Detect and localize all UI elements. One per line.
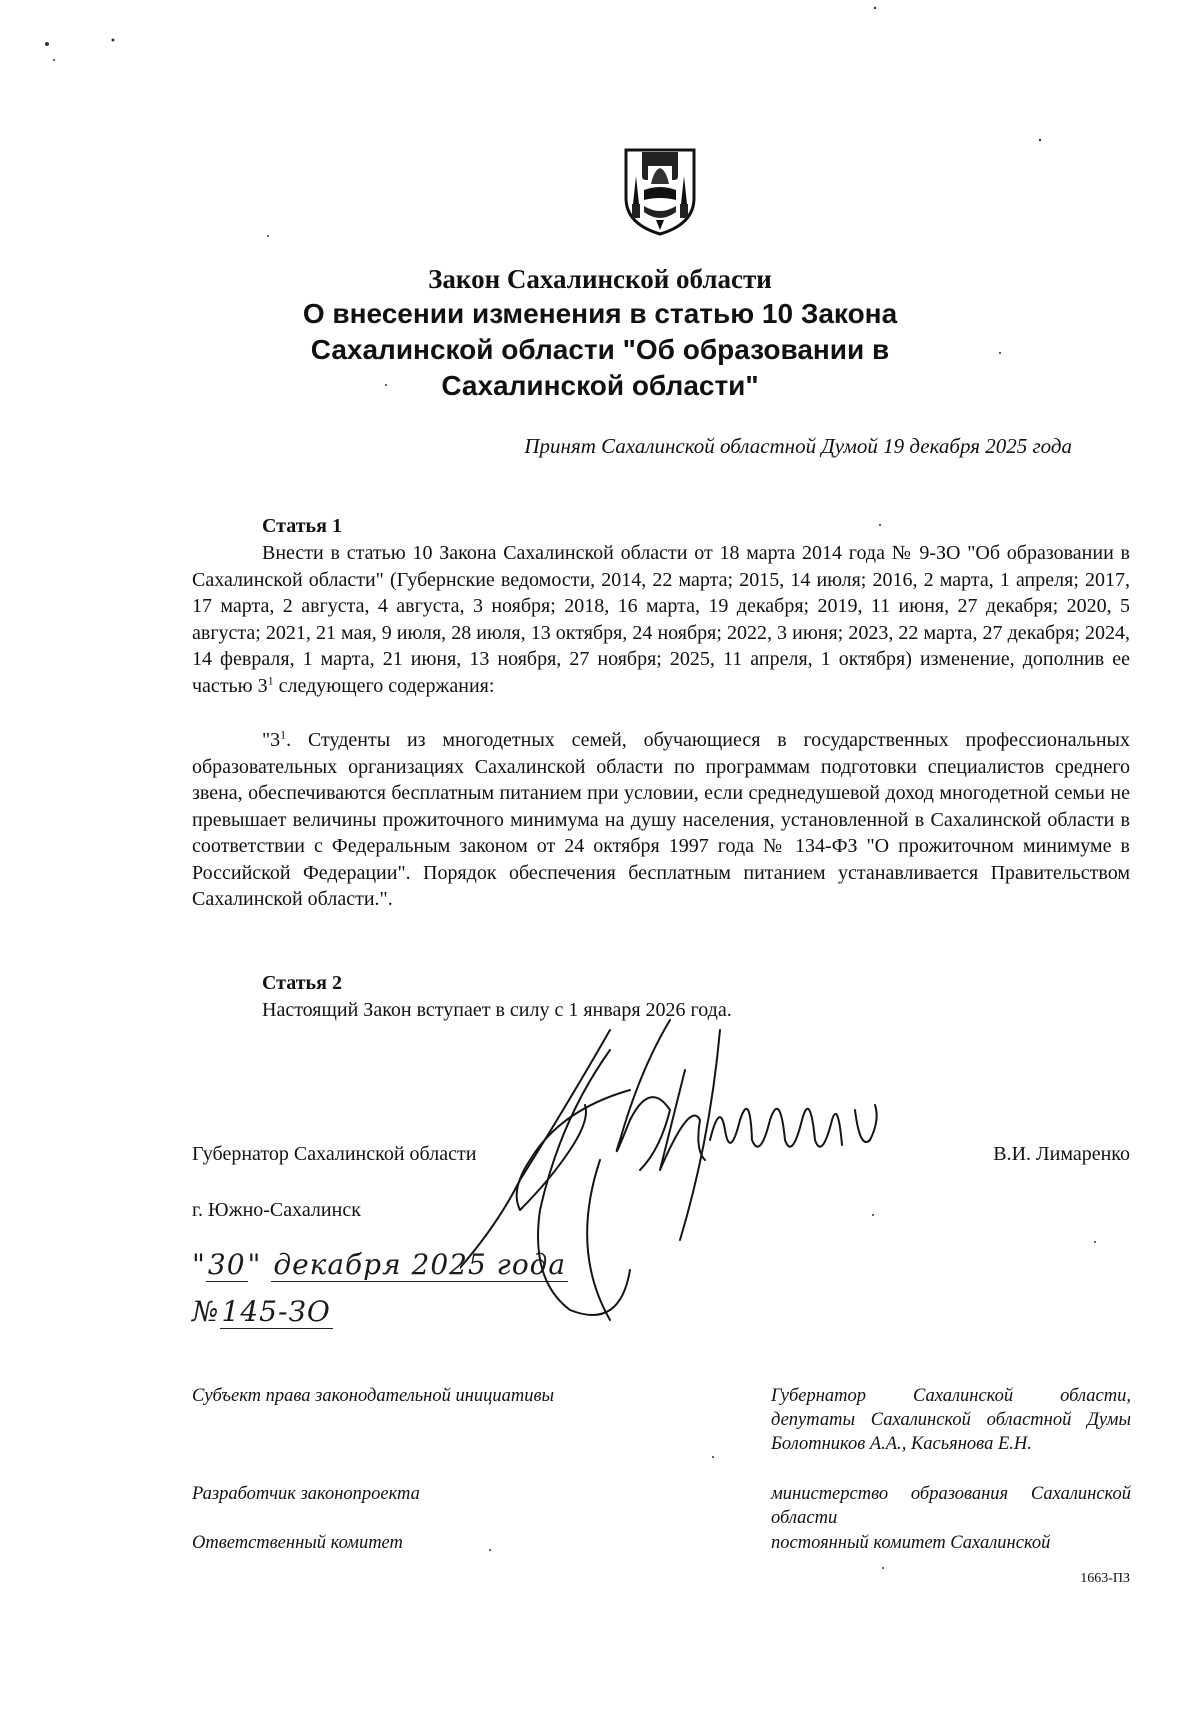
article-1-paragraph-2 <box>192 727 1130 913</box>
date-day: 30 <box>207 1248 246 1281</box>
article-1-paragraph-1-superscript: 1 <box>267 672 274 687</box>
article-1-paragraph-2-superscript: 1 <box>280 727 287 742</box>
adoption-note: Принят Сахалинской областной Думой 19 декабря 2025 года <box>524 434 1072 458</box>
law-subtitle-line-3: Сахалинской области" <box>441 370 759 401</box>
governor-position: Губернатор Сахалинской области <box>192 1143 477 1165</box>
handwritten-date <box>192 1248 568 1282</box>
bill-developer-value: министерство образования Сахалинской области <box>771 1484 1131 1528</box>
coat-of-arms-emblem <box>620 146 700 236</box>
article-1-paragraph-1 <box>192 540 1130 699</box>
article-1-paragraph-2-text: . Студенты из многодетных семей, обучающиеся в государственных профессиональных образовательных организациях Сахалинской области по программам подготовки специалистов среднего звена, обеспечиваются бесплатным питанием при условии, если среднедушевой доход многодетной семьи не превышает величины прожиточного минимума на душу населения, установленной в Сахалинской области в соответствии с Федеральным законом от 24 октября 1997 года № 134-ФЗ "О прожиточном минимуме в Российской Федерации". Порядок обеспечения бесплатным питанием устанавливается Правительством Сахалинской области.". <box>192 729 1130 910</box>
number-prefix: № <box>192 1295 220 1328</box>
date-open-quote: " <box>192 1248 206 1281</box>
date-close-quote: " <box>247 1248 262 1281</box>
article-1-title: Статья 1 <box>262 515 342 537</box>
initiative-subject-value: Губернатор Сахалинской области, депутаты Сахалинской областной Думы Болотников А.А., Касьянова Е.Н. <box>771 1386 1131 1454</box>
article-1-paragraph-1-end: следующего содержания: <box>273 674 495 697</box>
law-title: Закон Сахалинской области <box>428 264 772 294</box>
responsible-committee-value: постоянный комитет Сахалинской <box>771 1533 1051 1553</box>
article-2-title: Статья 2 <box>262 972 342 994</box>
law-subtitle-line-1: О внесении изменения в статью 10 Закона <box>302 298 898 329</box>
law-number <box>192 1295 333 1329</box>
signing-city: г. Южно-Сахалинск <box>192 1199 361 1221</box>
number-value: 145-ЗО <box>221 1295 331 1328</box>
law-subtitle-line-2: Сахалинской области "Об образовании в <box>310 334 890 365</box>
document-code: 1663-ПЗ <box>1080 1571 1130 1586</box>
article-2-text: Настоящий Закон вступает в силу с 1 января 2026 года. <box>262 999 732 1021</box>
governor-signature <box>460 1010 960 1340</box>
responsible-committee-label: Ответственный комитет <box>192 1533 403 1553</box>
article-1-paragraph-2-start: "3 <box>262 729 281 751</box>
title-block <box>200 262 1000 404</box>
bill-developer-label: Разработчик законопроекта <box>192 1484 420 1504</box>
governor-name: В.И. Лимаренко <box>993 1143 1130 1165</box>
date-month-year: декабря 2025 года <box>273 1248 567 1281</box>
initiative-subject-label: Субъект права законодательной инициативы <box>192 1386 555 1406</box>
article-1-paragraph-1-text: Внести в статью 10 Закона Сахалинской области от 18 марта 2014 года № 9-ЗО "Об образовании в Сахалинской области" (Губернские ведомости, 2014, 22 марта; 2015, 14 июля; 2016, 2 марта, 1 апреля; 2017, 17 марта, 2 августа, 4 августа, 3 ноября; 2018, 16 марта, 19 декабря; 2019, 11 июня, 27 декабря; 2020, 5 августа; 2021, 21 мая, 9 июля, 28 июля, 13 октября, 24 ноября; 2022, 3 июня; 2023, 22 марта, 27 декабря; 2024, 14 февраля, 1 марта, 21 июня, 13 ноября, 27 ноября; 2025, 11 апреля, 1 октября) изменение, дополнив ее частью 3 <box>192 542 1130 697</box>
